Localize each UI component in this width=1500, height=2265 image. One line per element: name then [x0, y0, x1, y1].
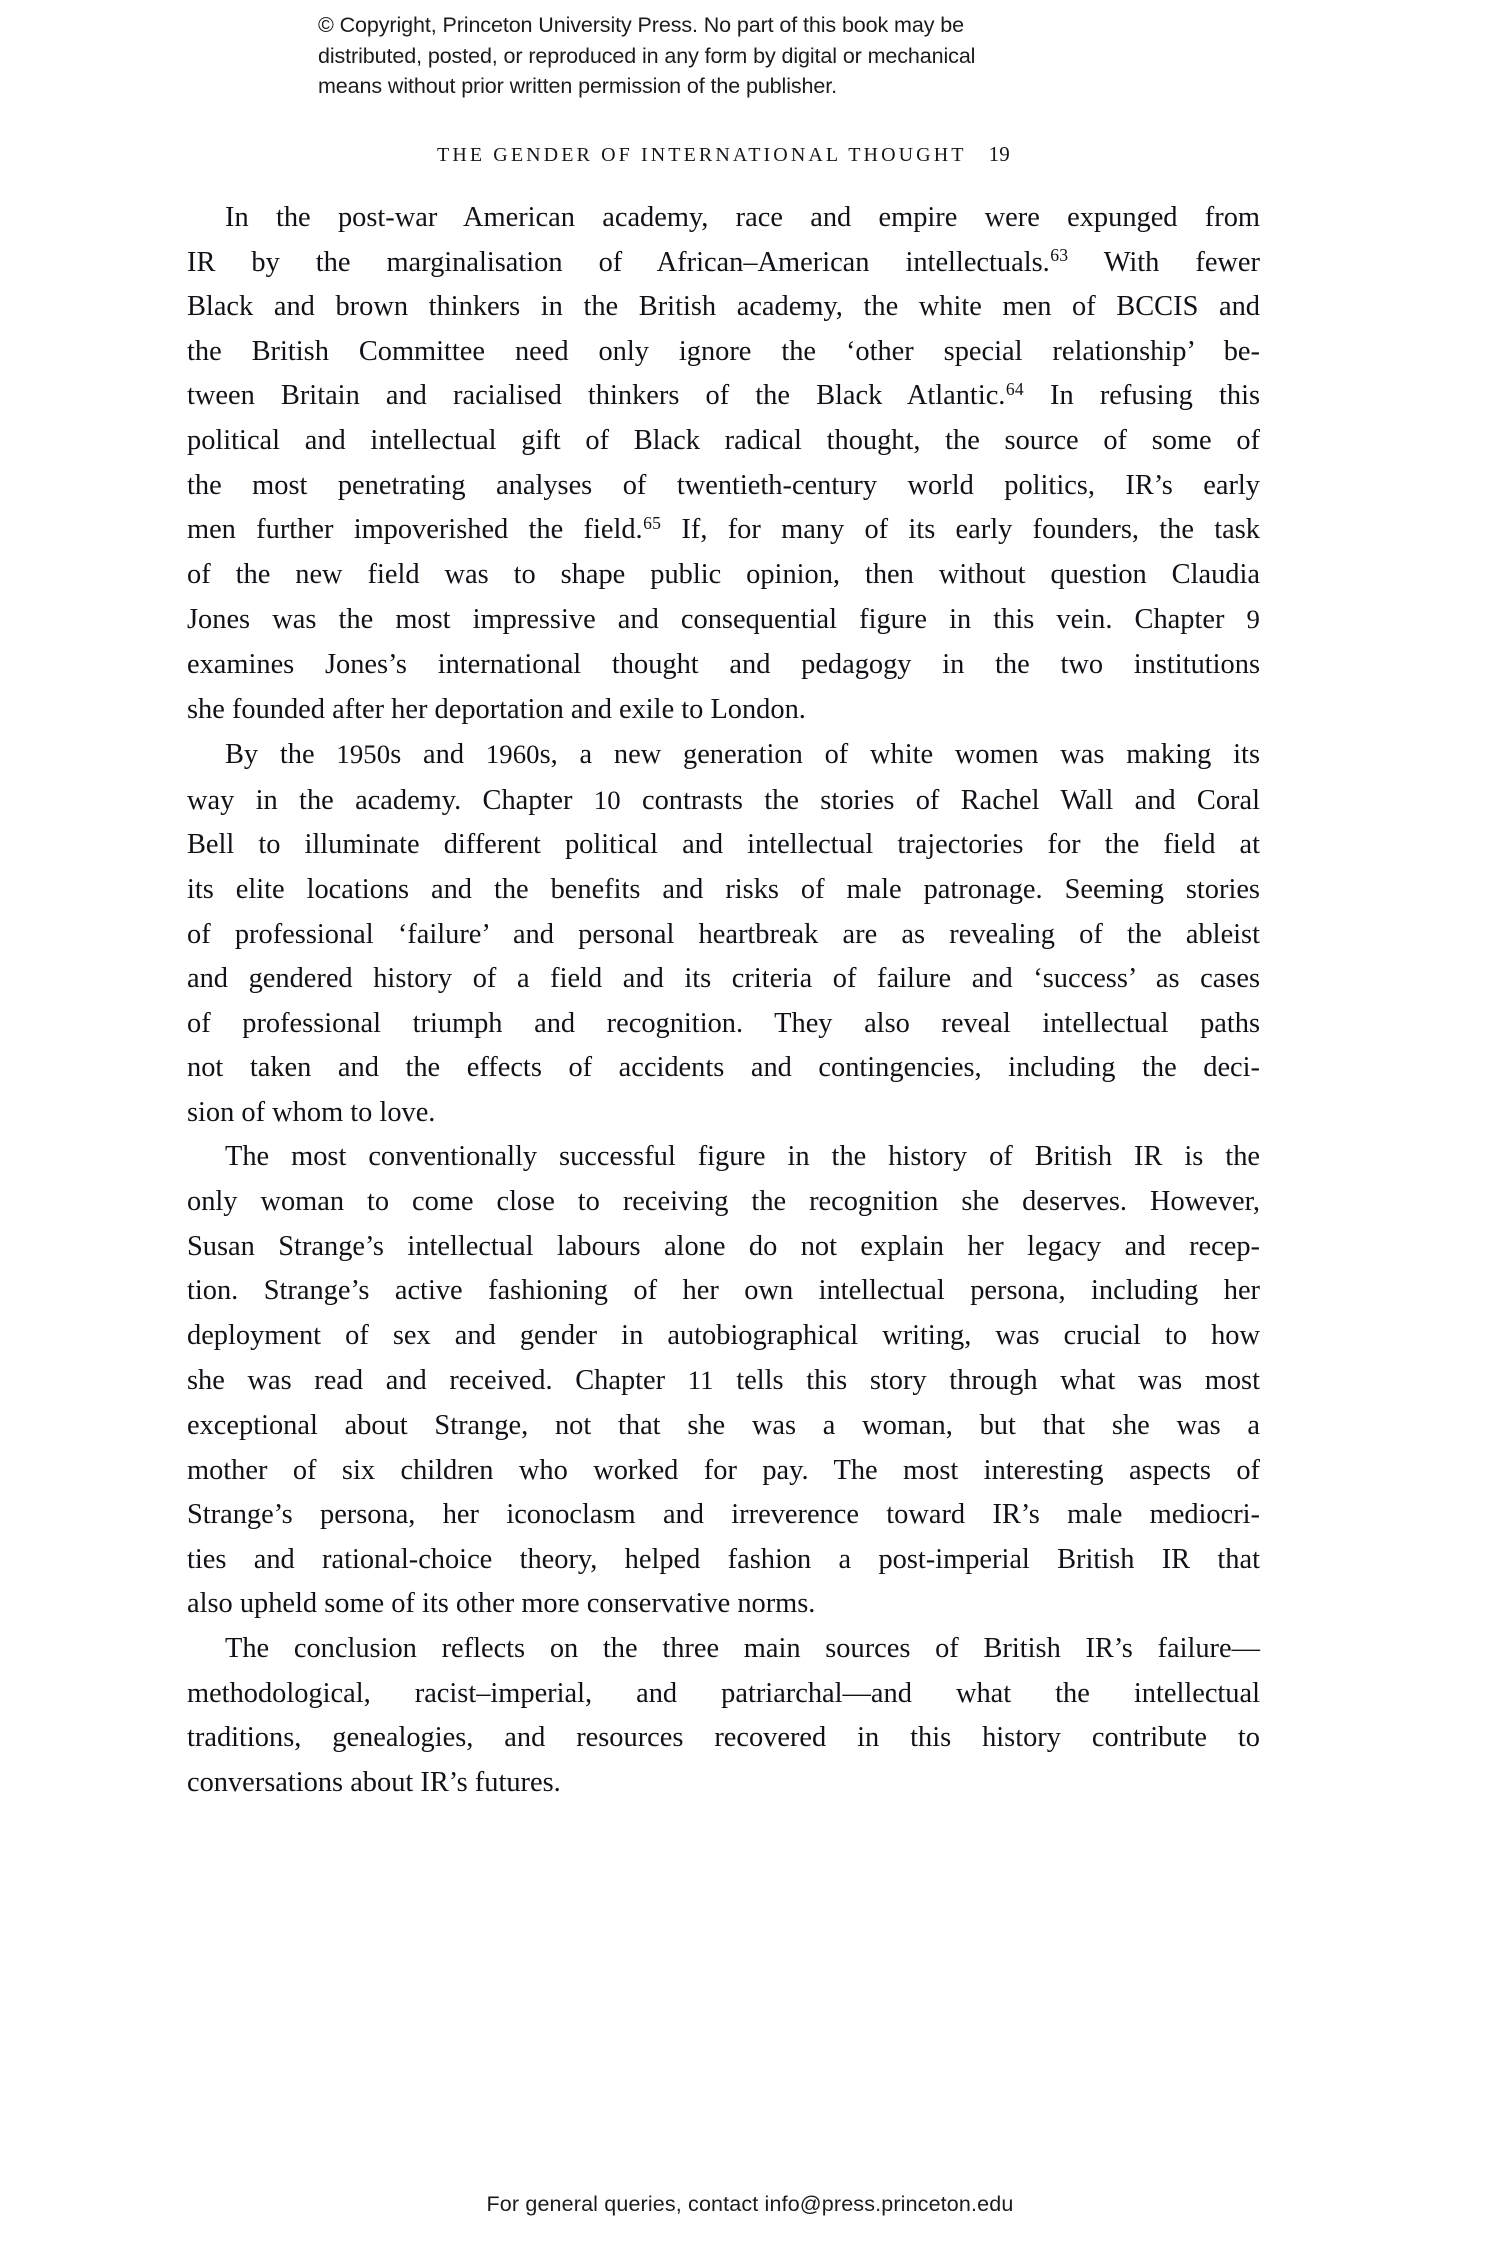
- text-line: of professional triumph and recognition. They also reveal intellectual paths: [187, 1007, 1260, 1039]
- copyright-notice: [318, 10, 1178, 102]
- text-line: and gendered history of a field and its criteria of failure and ‘success’ as cases: [187, 963, 1260, 995]
- text-line: mother of six children who worked for pay. The most interesting aspects of: [187, 1454, 1260, 1486]
- copyright-line-1: © Copyright, Princeton University Press. No part of this book may be: [318, 13, 964, 37]
- text-line: tion. Strange’s active fashioning of her own intellectual persona, including her: [187, 1275, 1260, 1307]
- text-line: Susan Strange’s intellectual labours alone do not explain her legacy and recep-: [187, 1230, 1260, 1262]
- text-line: sion of whom to love.: [187, 1096, 436, 1128]
- text-line: only woman to come close to receiving the recognition she deserves. However,: [187, 1186, 1260, 1218]
- paragraph-2: [187, 732, 1260, 1135]
- footer-queries-line: For general queries, contact info@press.princeton.edu: [486, 2192, 1014, 2216]
- text-line: methodological, racist–imperial, and patriarchal—and what the intellectual: [187, 1677, 1260, 1709]
- copyright-line-2: distributed, posted, or reproduced in any form by digital or mechanical: [318, 43, 976, 68]
- text-line: tween Britain and racialised thinkers of the Black Atlantic.$^{64}$ In refusing this: [187, 379, 1261, 412]
- text-line: traditions, genealogies, and resources recovered in this history contribute to: [187, 1722, 1260, 1754]
- footnote-marker-65: 65: [643, 513, 662, 534]
- text-line: exceptional about Strange, not that she was a woman, but that she was a: [187, 1410, 1260, 1442]
- text-line: deployment of sex and gender in autobiographical writing, was crucial to how: [187, 1319, 1260, 1351]
- text-line: Strange’s persona, her iconoclasm and irreverence toward IR’s male mediocri-: [187, 1499, 1260, 1531]
- running-head: [187, 142, 1260, 167]
- paragraph-1: [187, 196, 1260, 732]
- text-line: way in the academy. Chapter 10 contrasts the stories of Rachel Wall and Coral: [187, 784, 1261, 816]
- footnote-marker-64: 64: [1005, 379, 1024, 400]
- text-line: the most penetrating analyses of twentieth-century world politics, IR’s early: [187, 469, 1260, 501]
- text-line: of professional ‘failure’ and personal heartbreak are as revealing of the ableist: [187, 918, 1260, 950]
- text-line: examines Jones’s international thought and pedagogy in the two institutions: [187, 648, 1260, 680]
- text-line: she founded after her deportation and exile to London.: [187, 693, 806, 725]
- text-line: also upheld some of its other more conservative norms.: [187, 1588, 816, 1620]
- text-line: In the post-war American academy, race and empire were expunged from: [225, 202, 1260, 233]
- text-line: Black and brown thinkers in the British academy, the white men of BCCIS and: [187, 291, 1260, 323]
- text-line: its elite locations and the benefits and risks of male patronage. Seeming stories: [187, 873, 1260, 905]
- text-line: By the 1950s and 1960s, a new generation of white women was making its: [225, 739, 1260, 771]
- paragraph-3: [187, 1135, 1260, 1627]
- text-line: Bell to illuminate different political and intellectual trajectories for the field at: [187, 829, 1260, 861]
- text-line: IR by the marginalisation of African–American intellectuals.$^{63}$ With fewer: [187, 245, 1260, 278]
- copyright-line-3: means without prior written permission of the publisher.: [318, 74, 838, 98]
- text-line: conversations about IR’s futures.: [187, 1766, 561, 1798]
- text-line: of the new field was to shape public opinion, then without question Claudia: [187, 558, 1260, 590]
- text-line: ties and rational-choice theory, helped fashion a post-imperial British IR that: [187, 1543, 1260, 1575]
- text-line: Jones was the most impressive and consequential figure in this vein. Chapter 9: [187, 604, 1260, 636]
- text-line: men further impoverished the field.$^{65}$ If, for many of its early founders, the task: [187, 513, 1260, 546]
- body-text: [187, 196, 1260, 1805]
- text-line: the British Committee need only ignore the ‘other special relationship’ be-: [187, 335, 1260, 367]
- paragraph-4: [187, 1627, 1260, 1805]
- running-head-title: THE GENDER OF INTERNATIONAL THOUGHT: [437, 144, 967, 166]
- text-line: The most conventionally successful figure in the history of British IR is the: [225, 1141, 1260, 1173]
- footnote-marker-63: 63: [1050, 245, 1069, 266]
- text-line: she was read and received. Chapter 11 tells this story through what was most: [187, 1365, 1260, 1397]
- text-line: The conclusion reflects on the three main sources of British IR’s failure—: [225, 1633, 1260, 1664]
- page-number: 19: [988, 142, 1010, 166]
- text-line: not taken and the effects of accidents and contingencies, including the deci-: [187, 1052, 1260, 1084]
- text-line: political and intellectual gift of Black radical thought, the source of some of: [187, 424, 1260, 456]
